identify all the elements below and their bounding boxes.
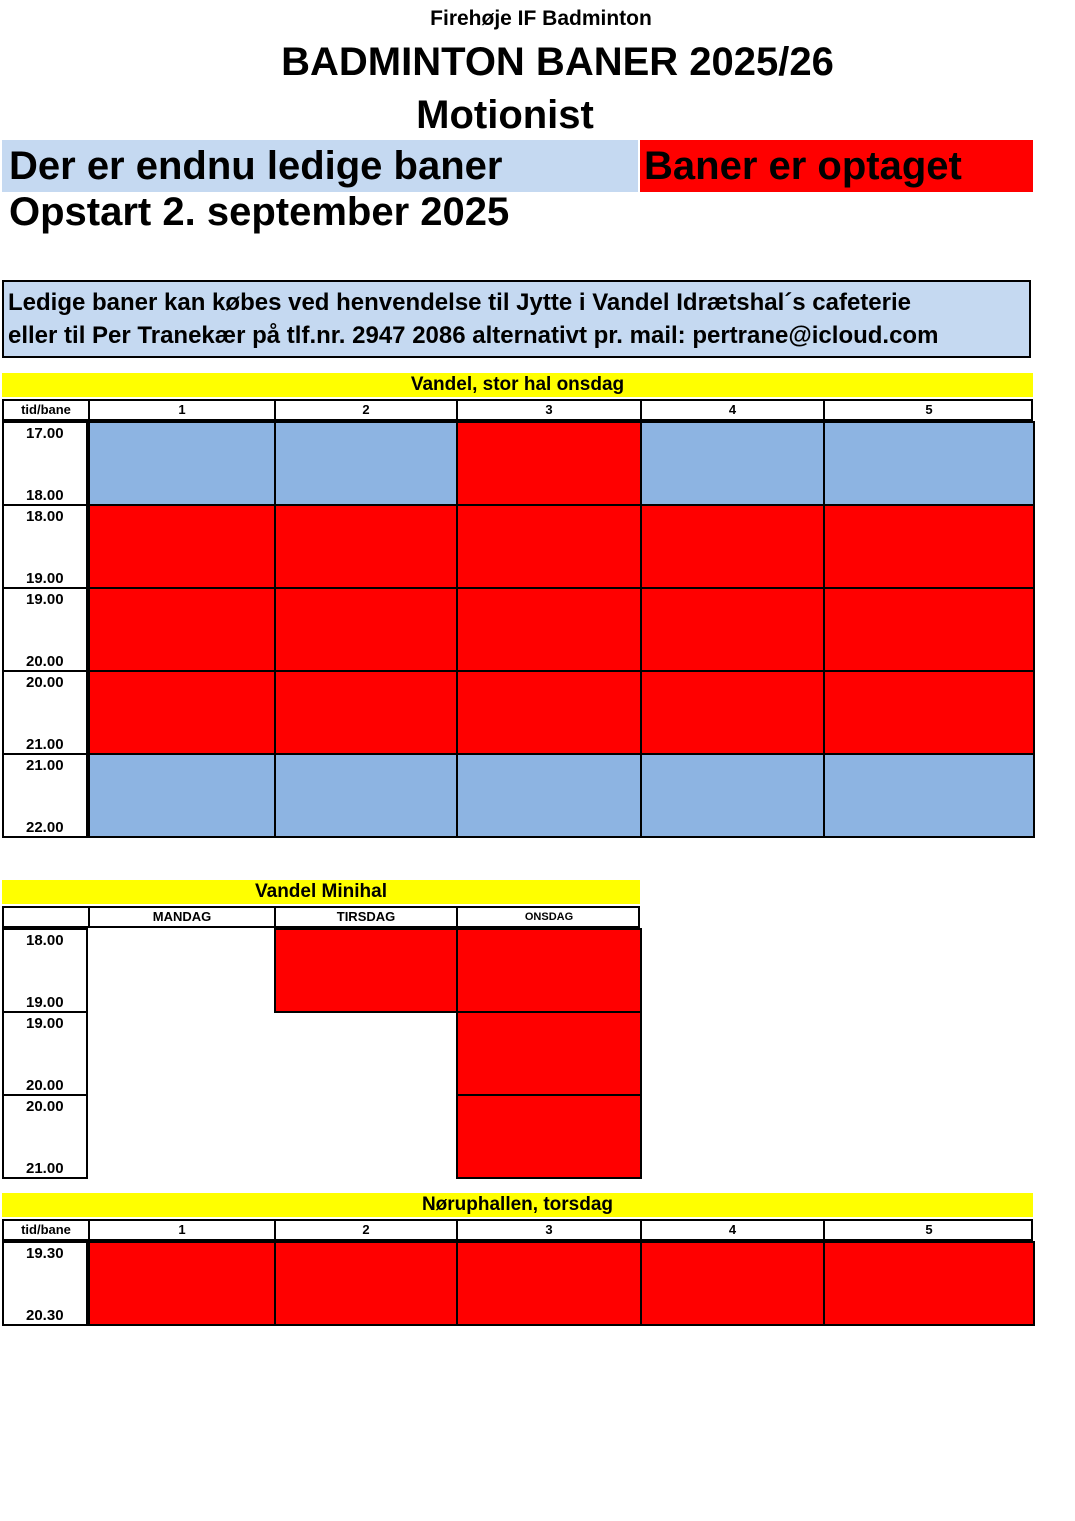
court-slot-busy [456,504,642,589]
table-title: Vandel, stor hal onsdag [2,373,1033,397]
time-slot [2,1011,88,1094]
time-slot [2,1241,88,1324]
court-slot-free [274,421,458,506]
schedule-table-minihal [2,880,640,1179]
table-title: Nøruphallen, torsdag [2,1193,1033,1217]
court-slot-busy [640,1241,825,1326]
table-corner-label [4,908,88,926]
court-slot-busy [456,587,642,672]
court-slot-free [640,753,825,838]
legend-busy [640,140,1033,192]
court-slot-busy [823,670,1035,755]
time-to: 20.30 [26,1307,64,1324]
time-to: 19.00 [26,994,64,1011]
court-slot-busy [640,587,825,672]
column-header: MANDAG [88,908,274,926]
court-slot-free [456,753,642,838]
column-header: 3 [456,1221,640,1239]
court-slot-busy [88,587,276,672]
court-slot-busy [274,1241,458,1326]
info-line-2: eller til Per Tranekær på tlf.nr. 2947 2086 alternativt pr. mail: pertrane@icloud.com [8,322,939,349]
start-date: Opstart 2. september 2025 [9,190,510,234]
legend-busy-label: Baner er optaget [644,144,962,188]
court-slot-busy [456,928,642,1013]
court-slot-busy [823,1241,1035,1326]
court-slot-busy [823,587,1035,672]
table-header-row [2,1219,1033,1241]
schedule-table-noerup [2,1193,1033,1326]
court-slot-busy [456,670,642,755]
court-slot-busy [640,670,825,755]
column-header: 1 [88,401,274,419]
court-slot-busy [456,1011,642,1096]
court-slot-busy [88,1241,276,1326]
court-slot-busy [274,504,458,589]
time-slot [2,753,88,836]
table-corner-label: tid/bane [21,1222,71,1237]
time-slot [2,670,88,753]
time-from: 19.00 [26,1015,64,1032]
schedule-table-stor-hal [2,373,1033,838]
court-slot-free [640,421,825,506]
legend-free [2,140,638,192]
time-to: 18.00 [26,487,64,504]
column-header: 4 [640,401,823,419]
info-line-1: Ledige baner kan købes ved henvendelse til Jytte i Vandel Idrætshal´s cafeterie [8,289,911,316]
time-from: 17.00 [26,425,64,442]
column-header: TIRSDAG [274,908,456,926]
column-header: 4 [640,1221,823,1239]
time-to: 21.00 [26,736,64,753]
table-bottom-border [2,836,88,838]
table-corner-label: tid/bane [21,402,71,417]
column-header: 1 [88,1221,274,1239]
court-slot-busy [274,587,458,672]
time-to: 20.00 [26,1077,64,1094]
legend-free-label: Der er endnu ledige baner [9,144,503,188]
time-from: 19.00 [26,591,64,608]
table-bottom-border [2,1177,88,1179]
court-slot-free [88,753,276,838]
table-header-row [2,399,1033,421]
time-to: 20.00 [26,653,64,670]
court-slot-free [823,753,1035,838]
page-subtitle: Motionist [416,93,594,137]
court-slot-busy [456,421,642,506]
table-title: Vandel Minihal [2,880,640,904]
time-from: 18.00 [26,508,64,525]
page-title: BADMINTON BANER 2025/26 [281,40,834,84]
time-slot [2,1094,88,1177]
column-header: 2 [274,401,456,419]
court-slot-busy [88,670,276,755]
court-slot-busy [456,1241,642,1326]
time-from: 21.00 [26,757,64,774]
court-slot-busy [274,928,458,1013]
info-box [2,280,1031,358]
time-to: 19.00 [26,570,64,587]
table-bottom-border [2,1324,88,1326]
court-slot-busy [456,1094,642,1179]
time-slot [2,587,88,670]
time-to: 21.00 [26,1160,64,1177]
court-slot-free [274,753,458,838]
time-from: 20.00 [26,1098,64,1115]
court-slot-busy [88,504,276,589]
column-header: 5 [823,1221,1033,1239]
court-slot-busy [823,504,1035,589]
table-header-row [2,906,640,928]
time-from: 19.30 [26,1245,64,1262]
time-slot [2,421,88,504]
court-slot-busy [640,504,825,589]
court-slot-free [823,421,1035,506]
time-slot [2,504,88,587]
court-slot-busy [274,670,458,755]
column-header: 3 [456,401,640,419]
column-header: 5 [823,401,1033,419]
time-slot [2,928,88,1011]
column-header: ONSDAG [456,908,640,926]
column-header: 2 [274,1221,456,1239]
club-name: Firehøje IF Badminton [430,7,652,30]
court-slot-free [88,421,276,506]
time-from: 20.00 [26,674,64,691]
time-to: 22.00 [26,819,64,836]
time-from: 18.00 [26,932,64,949]
